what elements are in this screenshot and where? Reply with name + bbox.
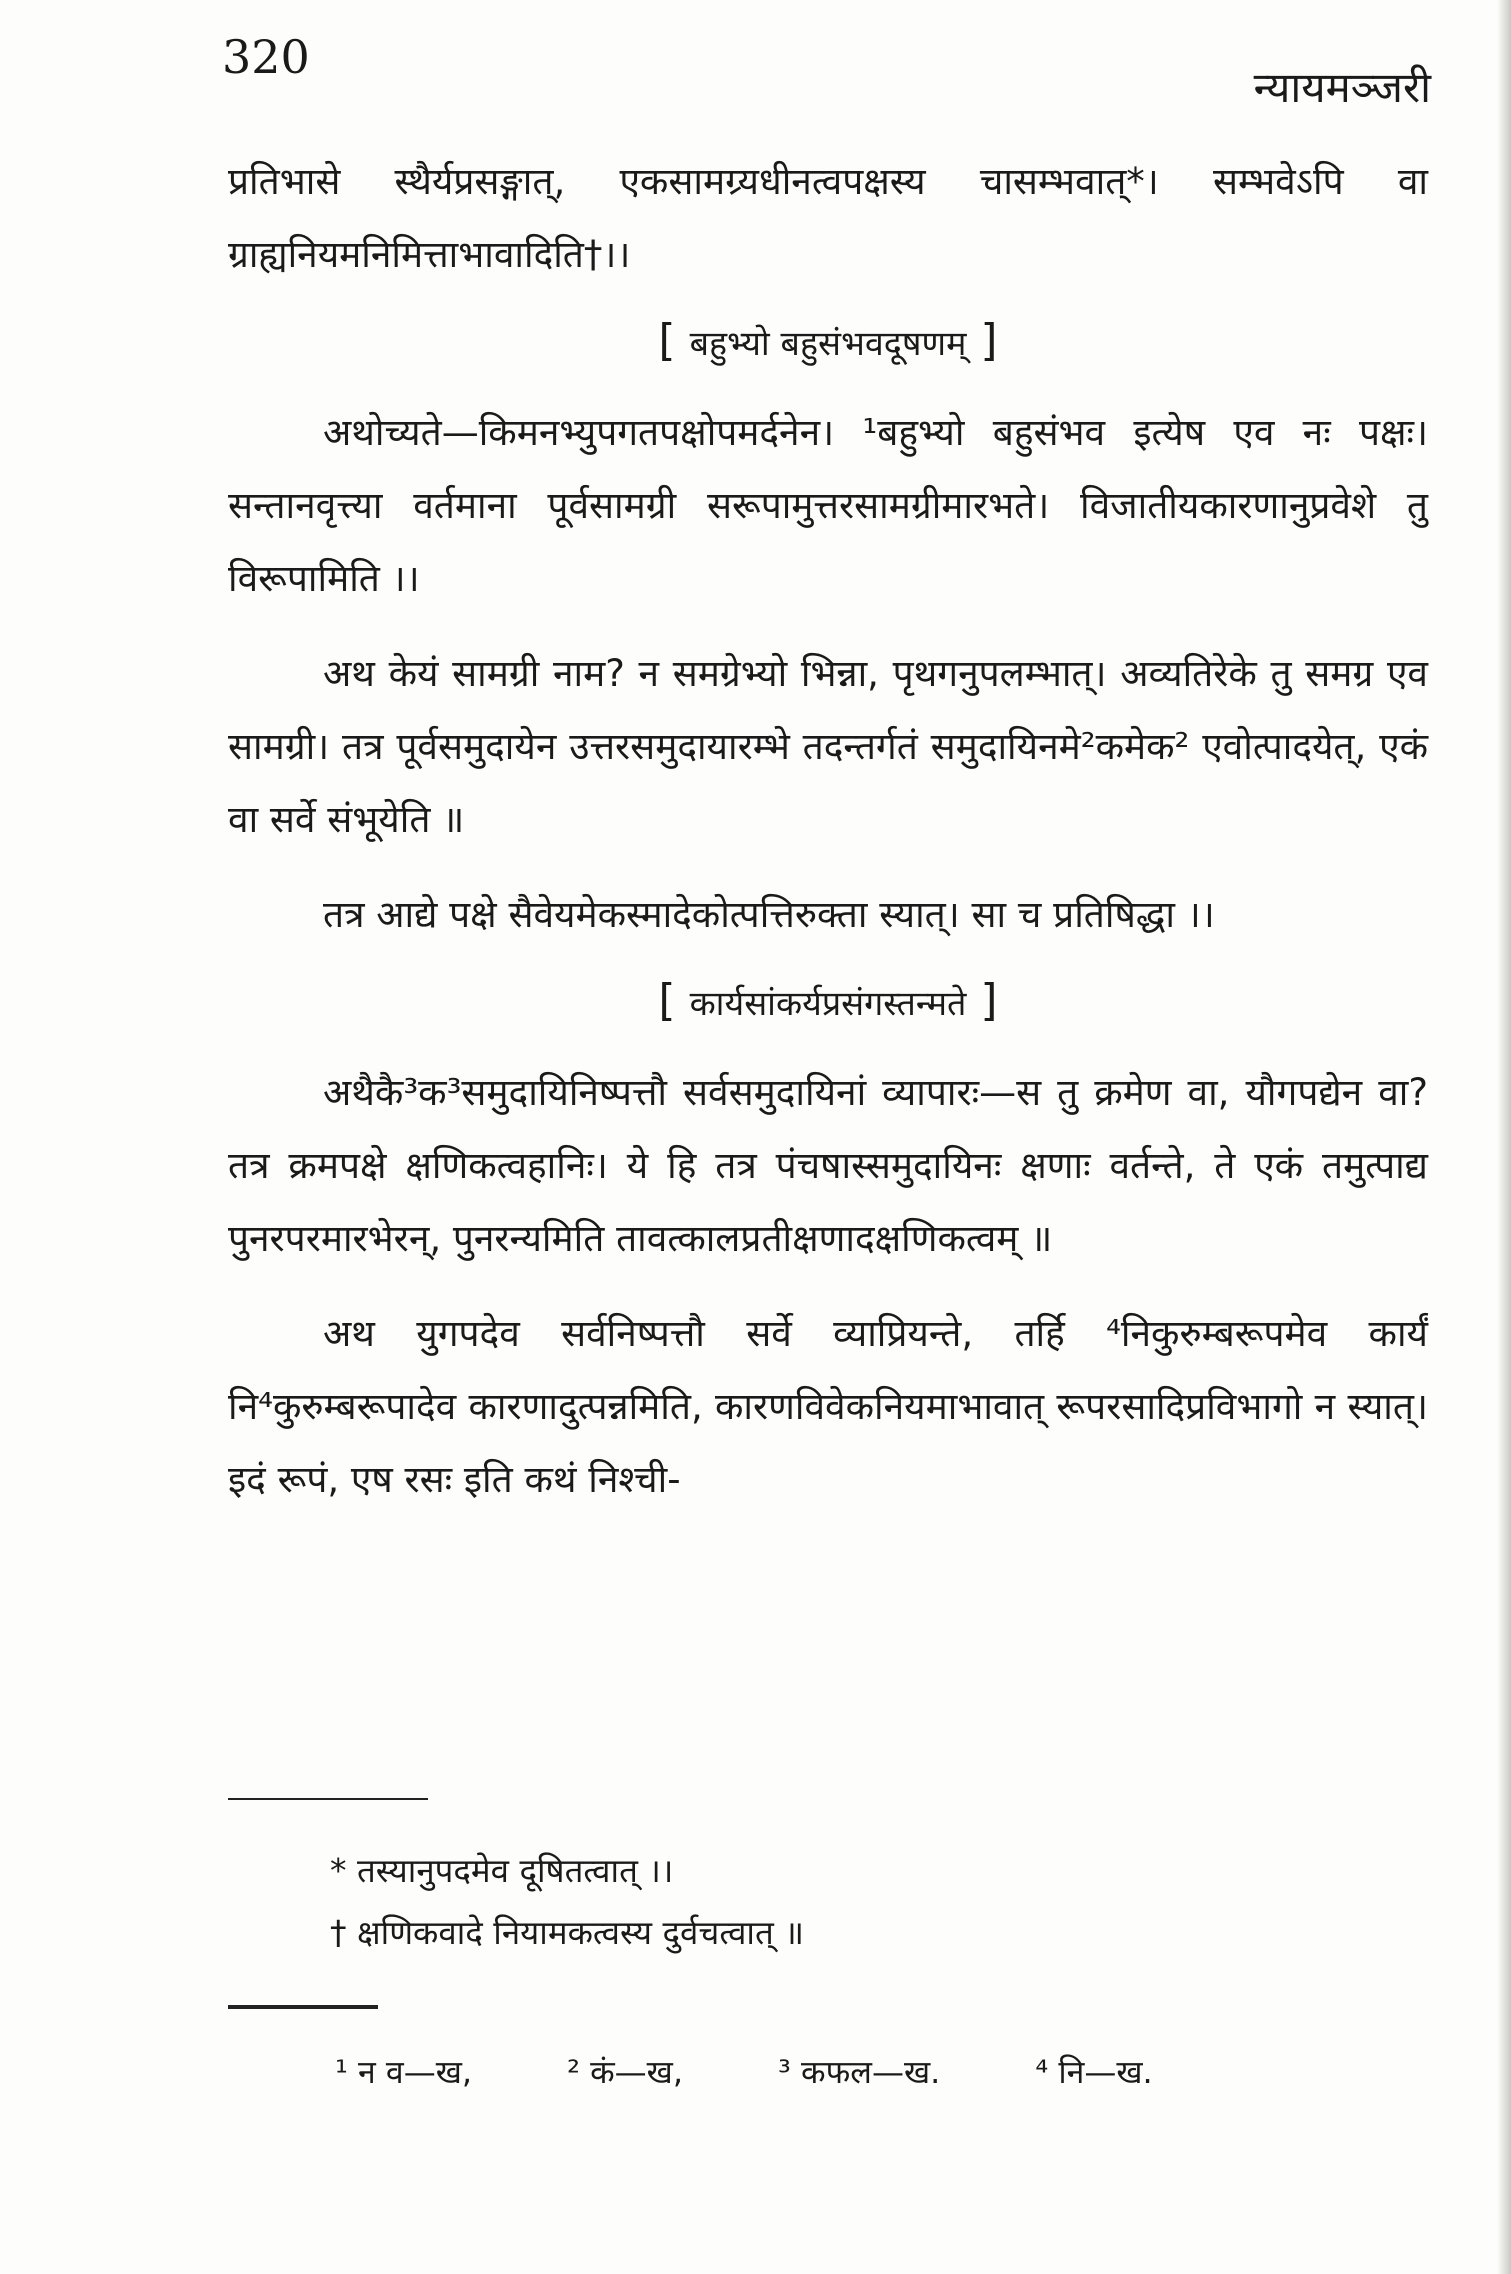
- paragraph-5: अथैकै³क³समुदायिनिष्पत्तौ सर्वसमुदायिनां व्यापारः—स तु क्रमेण वा, यौगपद्येन वा? तत्र क्रमपक्षे क्षणिकत्वहानिः। ये हि तत्र पंचषास्समुदायिनः क्षणाः वर्तन्ते, ते एकं तमुत्पाद्य पुनरपरमारभेरन्, पुनरन्यमिति तावत्कालप्रतीक्षणादक्षणिकत्वम् ॥: [228, 1071, 1428, 1260]
- variants-rule: [228, 2005, 378, 2009]
- paragraph-1: प्रतिभासे स्थैर्यप्रसङ्गात्, एकसामग्र्यधीनत्वपक्षस्य चासम्भवात्*। सम्भवेऽपि वा ग्राह्यनियमनिमित्ताभावादिति†।।: [228, 160, 1428, 276]
- variant-readings: [335, 2050, 1335, 2093]
- main-text: [228, 145, 1428, 1538]
- footnote-star: * तस्यानुपदमेव दूषितत्वात् ।।: [330, 1851, 674, 1890]
- footnote-rule: [228, 1798, 428, 1800]
- paragraph-6: अथ युगपदेव सर्वनिष्पत्तौ सर्वे व्याप्रियन्ते, तर्हि ⁴निकुरुम्बरूपमेव कार्यं नि⁴कुरुम्बरूपादेव कारणादुत्पन्नमिति, कारणविवेकनियमाभावात् रूपरसादिप्रविभागो न स्यात्। इदं रूपं, एष रसः इति कथं निश्ची-: [228, 1312, 1428, 1501]
- variant-reading: ³ कफल—ख.: [778, 2053, 941, 2091]
- variant-reading: ¹ न व—ख,: [335, 2053, 473, 2091]
- paragraph-3: अथ केयं सामग्री नाम? न समग्रेभ्यो भिन्ना, पृथगनुपलम्भात्। अव्यतिरेके तु समग्र एव सामग्री। तत्र पूर्वसमुदायेन उत्तरसमुदायारम्भे तदन्तर्गतं समुदायिनमे²कमेक² एवोत्पादयेत्, एकं वा सर्वे संभूयेति ॥: [228, 652, 1428, 841]
- variant-reading: ² कं—ख,: [567, 2053, 684, 2091]
- section-heading-1: [228, 315, 1428, 366]
- page-edge-shadow: [1497, 0, 1511, 2274]
- variant-reading: ⁴ नि—ख.: [1035, 2053, 1153, 2091]
- footnotes: [330, 1840, 1330, 1964]
- running-title: न्यायमञ्जरी: [1253, 63, 1431, 112]
- paragraph-2: अथोच्यते—किमनभ्युपगतपक्षोपमर्दनेन। ¹बहुभ्यो बहुसंभव इत्येष एव नः पक्षः। सन्तानवृत्त्या वर्तमाना पूर्वसामग्री सरूपामुत्तरसामग्रीमारभते। विजातीयकारणानुप्रवेशे तु विरूपामिति ।।: [228, 411, 1428, 600]
- footnote-dagger: † क्षणिकवादे नियामकत्वस्य दुर्वचत्वात् ॥: [330, 1913, 805, 1952]
- page-header: [222, 30, 1431, 110]
- page-number: 320: [222, 30, 310, 84]
- paragraph-4: तत्र आद्ये पक्षे सैवेयमेकस्मादेकोत्पत्तिरुक्ता स्यात्। सा च प्रतिषिद्धा ।।: [323, 893, 1215, 936]
- section-heading-1-text: बहुभ्यो बहुसंभवदूषणम्: [689, 324, 967, 364]
- right-bracket: ]: [966, 975, 998, 1026]
- section-heading-2-text: कार्यसांकर्यप्रसंगस्तन्मते: [689, 984, 967, 1024]
- section-heading-2: [228, 975, 1428, 1026]
- left-bracket: [: [658, 975, 690, 1026]
- right-bracket: ]: [966, 315, 998, 366]
- left-bracket: [: [658, 315, 690, 366]
